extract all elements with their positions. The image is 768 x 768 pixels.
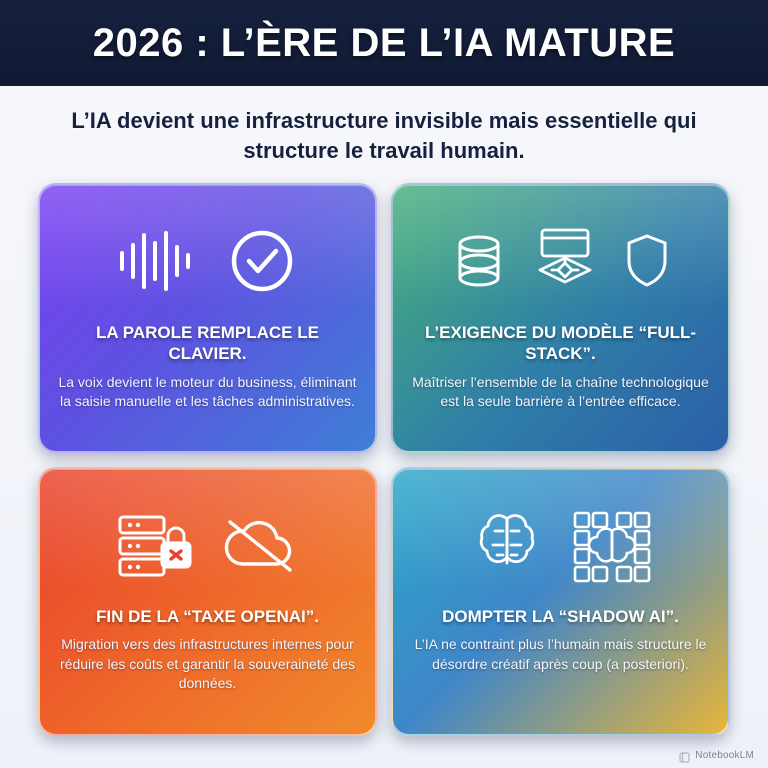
- card-3-icons: [114, 491, 302, 599]
- brain-grid-icon: [569, 505, 655, 585]
- footer: [0, 742, 768, 768]
- page-subtitle: L’IA devient une infrastructure invisible mais essentielle qui structure le travail humain.: [71, 108, 697, 163]
- card-body: L’IA ne contraint plus l’humain mais structure le désordre créatif après coup (a posteriori).: [414, 636, 707, 672]
- header-banner: [0, 0, 768, 86]
- notebooklm-icon: [679, 750, 690, 761]
- card-end-of-openai-tax[interactable]: [38, 467, 377, 736]
- card-taming-shadow-ai[interactable]: [391, 467, 730, 736]
- stack-window-icon: [528, 224, 602, 298]
- card-title: L’EXIGENCE DU MODÈLE “FULL-STACK”.: [424, 323, 697, 364]
- card-2-icons: [452, 207, 670, 315]
- footer-label: NotebookLM: [695, 749, 754, 761]
- card-body: La voix devient le moteur du business, éliminant la saisie manuelle et les tâches administratives.: [58, 373, 357, 410]
- cloud-off-icon: [218, 510, 302, 580]
- cards-grid: [0, 175, 768, 742]
- card-4-icons: [467, 491, 655, 599]
- brain-circuit-icon: [467, 505, 547, 585]
- check-circle-icon: [222, 221, 302, 301]
- card-body: Migration vers des infrastructures internes pour réduire les coûts et garantir la souveraineté des données.: [60, 636, 355, 692]
- subtitle-section: [0, 86, 768, 175]
- page-title: 2026 : L’ÈRE DE L’IA MATURE: [92, 20, 676, 65]
- waveform-icon: [114, 225, 200, 297]
- card-voice-replaces-keyboard[interactable]: [38, 183, 377, 452]
- card-title: FIN DE LA “TAXE OPENAI”.: [96, 606, 319, 626]
- card-title: DOMPTER LA “SHADOW AI”.: [442, 606, 679, 626]
- card-full-stack-requirement[interactable]: [391, 183, 730, 452]
- shield-icon: [624, 231, 670, 291]
- database-icon: [452, 230, 506, 292]
- card-body: Maîtriser l’ensemble de la chaîne technologique est la seule barrière à l’entrée efficace.: [412, 373, 709, 410]
- card-1-icons: [114, 207, 302, 315]
- server-lock-icon: [114, 507, 196, 583]
- card-title: LA PAROLE REMPLACE LE CLAVIER.: [96, 323, 319, 364]
